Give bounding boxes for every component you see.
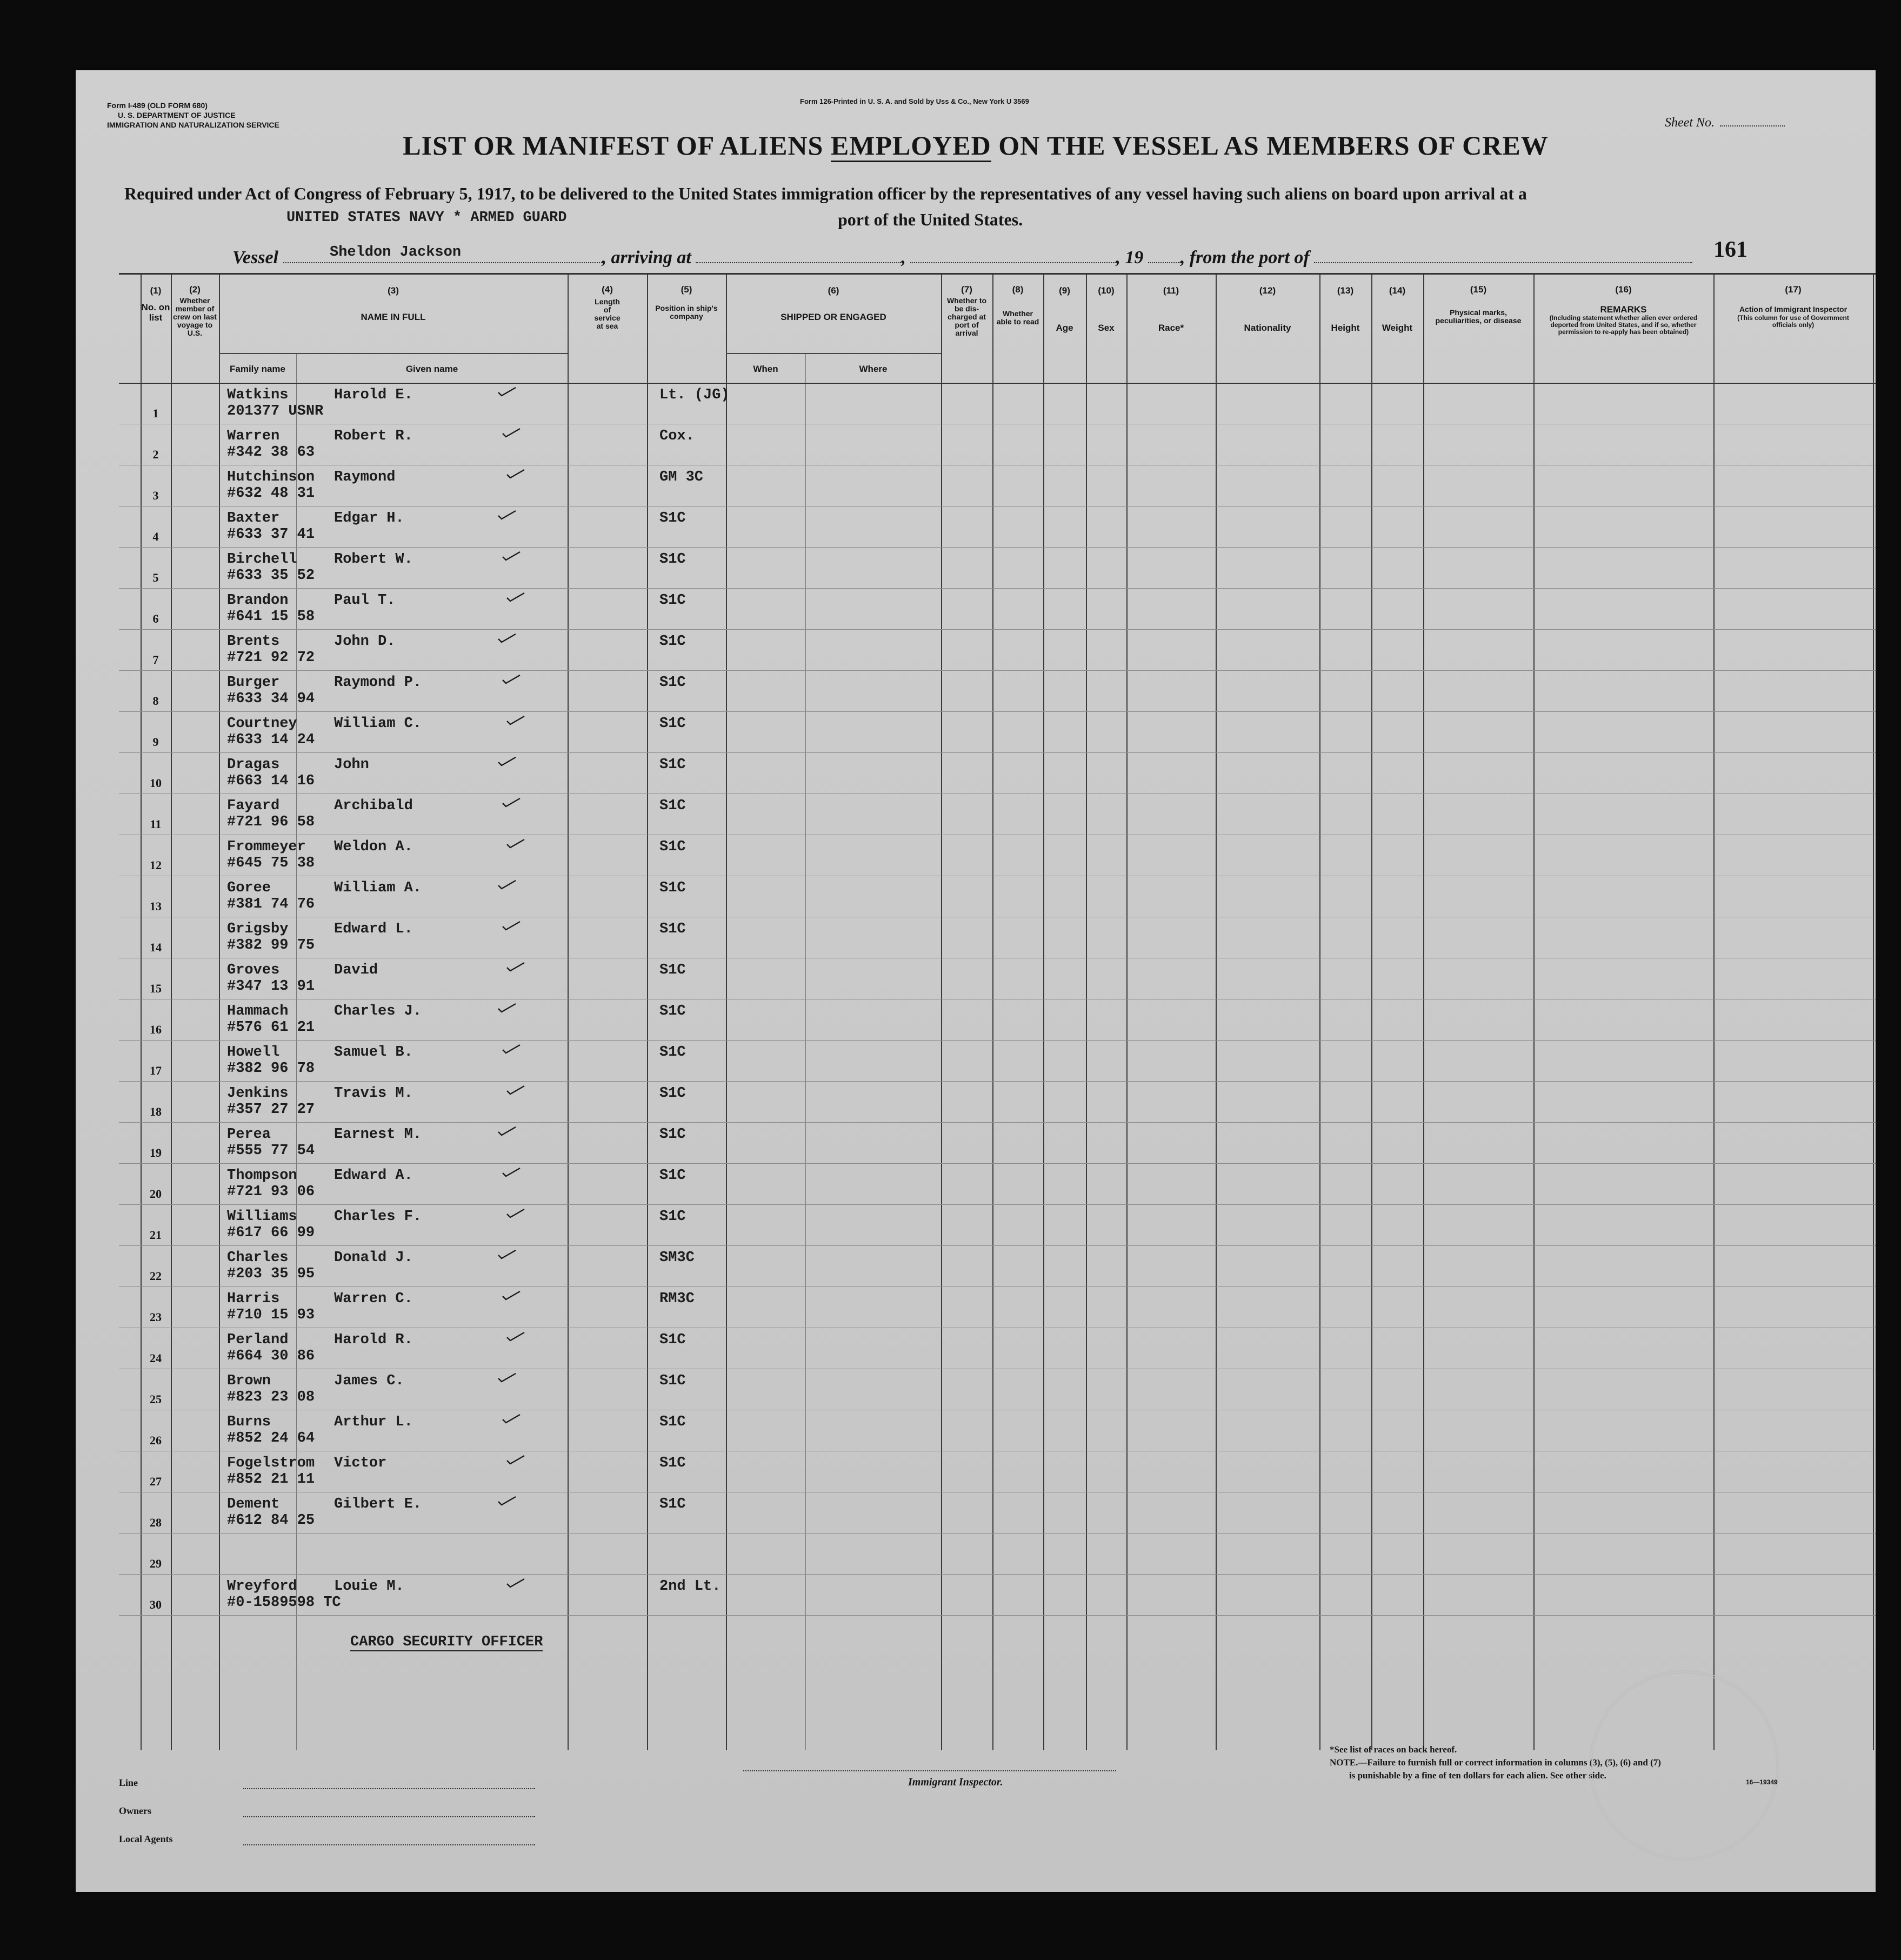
col-label: No. on list	[141, 302, 170, 323]
given-name: Archibald	[334, 798, 413, 814]
service-number: #576 61 21	[227, 1019, 315, 1036]
given-name: Edward L.	[334, 921, 413, 937]
position: S1C	[659, 1209, 686, 1225]
section-heading: CARGO SECURITY OFFICER	[350, 1634, 543, 1650]
given-name: Louie M.	[334, 1578, 404, 1595]
col-label: Race*	[1158, 323, 1184, 333]
checkmark-icon	[497, 879, 517, 890]
col-number: (3)	[388, 285, 399, 296]
col-number: (7)	[961, 284, 972, 295]
family-name: Burger	[227, 675, 280, 691]
checkmark-icon	[497, 756, 517, 766]
row-rule	[119, 1245, 1876, 1246]
row-rule	[119, 1163, 1876, 1164]
vessel-label: Vessel	[232, 248, 278, 268]
checkmark-icon	[502, 797, 521, 808]
col-number: (17)	[1785, 284, 1802, 295]
service-number: #633 14 24	[227, 732, 315, 748]
family-name: Watkins	[227, 387, 289, 403]
given-name: Gilbert E.	[334, 1496, 422, 1512]
col-number: (11)	[1163, 285, 1179, 296]
col-header-race	[1126, 285, 1216, 333]
row-number: 17	[150, 1064, 162, 1077]
form-id-line: Form I-489 (OLD FORM 680)	[107, 101, 208, 110]
port-blank	[1314, 248, 1692, 263]
given-name: Donald J.	[334, 1250, 413, 1266]
col-header-service-length	[568, 285, 647, 330]
vessel-line: Vessel , arriving at , , 19 , from the port of	[232, 248, 1692, 268]
checkmark-icon	[497, 1249, 517, 1259]
col-header-sex	[1086, 285, 1126, 333]
service-number: 201377 USNR	[227, 403, 324, 419]
position: S1C	[659, 921, 686, 937]
row-number: 12	[150, 858, 162, 872]
row-number: 3	[152, 489, 159, 502]
family-name: Hammach	[227, 1003, 289, 1019]
col-label: Whether member of crew on last voyage to U.S.	[173, 296, 217, 337]
row-number: 5	[152, 571, 159, 584]
row-number: 18	[150, 1105, 162, 1118]
col-number: (15)	[1470, 284, 1487, 295]
checkmark-icon	[497, 632, 517, 643]
position: S1C	[659, 1332, 686, 1348]
given-name: Harold R.	[334, 1332, 413, 1348]
row-rule	[119, 1615, 1876, 1616]
row-number: 28	[150, 1516, 162, 1529]
position: S1C	[659, 839, 686, 855]
checkmark-icon	[506, 838, 525, 849]
given-name: James C.	[334, 1373, 404, 1389]
given-name: Victor	[334, 1455, 387, 1471]
col-label: SHIPPED OR ENGAGED	[781, 312, 886, 322]
owners-label: Owners	[119, 1805, 151, 1816]
printer-line: Form 126-Printed in U. S. A. and Sold by Uss & Co., New York U 3569	[800, 97, 1029, 105]
col-number: (8)	[1012, 284, 1024, 295]
position: 2nd Lt.	[659, 1578, 721, 1595]
given-name: Robert R.	[334, 428, 413, 444]
service-number: #0-1589598 TC	[227, 1595, 341, 1611]
footnote-line: *See list of races on back hereof.	[1330, 1744, 1457, 1755]
position: S1C	[659, 510, 686, 526]
row-number: 9	[152, 735, 159, 749]
checkmark-icon	[502, 674, 521, 684]
service-number: #823 23 08	[227, 1389, 315, 1405]
family-name: Dragas	[227, 757, 280, 773]
col-label: Nationality	[1244, 323, 1291, 333]
row-number: 15	[150, 982, 162, 995]
form-code: 16—19349	[1746, 1778, 1778, 1786]
typed-unit-heading: UNITED STATES NAVY * ARMED GUARD	[286, 210, 567, 226]
family-name: Goree	[227, 880, 271, 896]
col-label: Age	[1056, 323, 1073, 333]
from-port-label: , from the port of	[1180, 248, 1310, 268]
position: S1C	[659, 675, 686, 691]
service-number: #664 30 86	[227, 1348, 315, 1364]
checkmark-icon	[506, 1454, 525, 1465]
row-number: 30	[150, 1598, 162, 1611]
given-name: Weldon A.	[334, 839, 413, 855]
checkmark-icon	[506, 961, 525, 972]
family-name: Dement	[227, 1496, 280, 1512]
given-name: Paul T.	[334, 592, 396, 609]
position: S1C	[659, 962, 686, 978]
footnote-line: NOTE.—Failure to furnish full or correct information in columns (3), (5), (6) and (7)	[1330, 1757, 1661, 1768]
line-label: Line	[119, 1777, 138, 1788]
page-number: 161	[1713, 237, 1747, 262]
embossed-seal	[1589, 1670, 1779, 1861]
row-number: 25	[150, 1392, 162, 1406]
given-name: Harold E.	[334, 387, 413, 403]
col-header-discharged	[941, 285, 992, 337]
row-number: 22	[150, 1269, 162, 1283]
checkmark-icon	[497, 1495, 517, 1506]
checkmark-icon	[506, 1208, 525, 1218]
given-name: Earnest M.	[334, 1126, 422, 1143]
given-name: Edward A.	[334, 1168, 413, 1184]
family-name: Brents	[227, 634, 280, 650]
position: SM3C	[659, 1250, 695, 1266]
col-header-where: Where	[859, 364, 888, 374]
form-id-line: U. S. DEPARTMENT OF JUSTICE	[118, 111, 236, 119]
family-name: Fayard	[227, 798, 280, 814]
position: S1C	[659, 1126, 686, 1143]
service-number: #347 13 91	[227, 978, 315, 995]
manifest-sheet	[76, 70, 1876, 1892]
checkmark-icon	[506, 1084, 525, 1095]
row-rule	[119, 1081, 1876, 1082]
subtitle-continued: port of the United States.	[838, 210, 1023, 229]
inspector-signature-line	[743, 1770, 1116, 1771]
col-label: Position in ship's company	[655, 304, 718, 321]
service-number: #617 66 99	[227, 1225, 315, 1241]
position: S1C	[659, 1085, 686, 1102]
service-number: #633 34 94	[227, 691, 315, 707]
date-blank	[910, 248, 1116, 263]
service-number: #721 96 58	[227, 814, 315, 830]
row-rule	[119, 629, 1876, 630]
crew-table	[119, 273, 1876, 1750]
title-part: LIST OR MANIFEST OF ALIENS	[403, 130, 831, 161]
service-number: #203 35 95	[227, 1266, 315, 1282]
position: S1C	[659, 757, 686, 773]
service-number: #633 35 52	[227, 568, 315, 584]
given-name: Charles J.	[334, 1003, 422, 1019]
col-number: (10)	[1098, 285, 1115, 296]
given-name: John	[334, 757, 369, 773]
family-name: Frommeyer	[227, 839, 306, 855]
row-number: 8	[152, 694, 159, 708]
position: S1C	[659, 1168, 686, 1184]
sheet-blank	[1720, 125, 1785, 126]
checkmark-icon	[502, 1290, 521, 1301]
given-name: Raymond P.	[334, 675, 422, 691]
row-number: 23	[150, 1310, 162, 1324]
given-name: Warren C.	[334, 1291, 413, 1307]
title-part: ON THE VESSEL AS MEMBERS OF CREW	[991, 130, 1549, 161]
row-number: 2	[152, 448, 159, 461]
col-sublabel: (This column for use of Government officials only)	[1737, 314, 1849, 329]
col-header-family-name: Family name	[230, 364, 285, 374]
position: S1C	[659, 798, 686, 814]
family-name: Hutchinson	[227, 469, 315, 485]
family-name: Burns	[227, 1414, 271, 1430]
service-number: #555 77 54	[227, 1143, 315, 1159]
family-name: Courtney	[227, 716, 297, 732]
row-rule	[119, 547, 1876, 548]
col-header-name	[219, 285, 568, 322]
row-number: 14	[150, 941, 162, 954]
family-name: Groves	[227, 962, 280, 978]
line-blank	[243, 1788, 535, 1789]
checkmark-icon	[502, 920, 521, 931]
position: S1C	[659, 1044, 686, 1061]
row-rule	[119, 1040, 1876, 1041]
footnote-line: is punishable by a fine of ten dollars for each alien. See other side.	[1349, 1770, 1606, 1781]
col-number: (1)	[150, 285, 162, 296]
col-header-remarks	[1533, 285, 1713, 336]
row-rule	[119, 1286, 1876, 1287]
given-name: John D.	[334, 634, 396, 650]
family-name: Thompson	[227, 1168, 297, 1184]
checkmark-icon	[502, 1166, 521, 1177]
checkmark-icon	[502, 427, 521, 438]
position: S1C	[659, 1414, 686, 1430]
col-header-no	[141, 285, 171, 323]
col-number: (13)	[1337, 285, 1354, 296]
position: S1C	[659, 716, 686, 732]
col-label: Weight	[1382, 323, 1413, 333]
family-name: Jenkins	[227, 1085, 289, 1102]
given-name: Edgar H.	[334, 510, 404, 526]
arriving-label: , arriving at	[602, 248, 691, 268]
agents-blank	[243, 1844, 535, 1845]
family-name: Grigsby	[227, 921, 289, 937]
position: S1C	[659, 634, 686, 650]
col-header-given-name: Given name	[405, 364, 458, 374]
subtitle: Required under Act of Congress of February 5, 1917, to be delivered to the United States immigration officer by the representatives of any vessel having such aliens on board upon arrival at a	[124, 184, 1527, 203]
checkmark-icon	[502, 550, 521, 561]
col-number: (6)	[828, 285, 839, 296]
service-number: #852 21 11	[227, 1471, 315, 1488]
service-number: #381 74 76	[227, 896, 315, 912]
row-number: 24	[150, 1351, 162, 1365]
col-label: NAME IN FULL	[361, 312, 426, 322]
given-name: Arthur L.	[334, 1414, 413, 1430]
family-name: Birchell	[227, 551, 297, 568]
row-rule	[119, 588, 1876, 589]
service-number: #382 99 75	[227, 937, 315, 954]
service-number: #612 84 25	[227, 1512, 315, 1529]
checkmark-icon	[506, 468, 525, 479]
col-number: (9)	[1059, 285, 1070, 296]
row-rule	[119, 1122, 1876, 1123]
agents-label: Local Agents	[119, 1834, 173, 1844]
checkmark-icon	[506, 591, 525, 602]
year-label: , 19	[1116, 248, 1144, 268]
service-number: #852 24 64	[227, 1430, 315, 1446]
year-blank	[1148, 248, 1180, 263]
family-name: Perland	[227, 1332, 289, 1348]
title-underlined-word: EMPLOYED	[831, 130, 991, 162]
col-header-physical-marks	[1423, 285, 1533, 325]
col-sublabel: (Including statement whether alien ever ordered deported from United States, and if so, whether permission to re-apply has been obtained)	[1549, 314, 1698, 336]
row-number: 6	[152, 612, 159, 625]
family-name: Howell	[227, 1044, 280, 1061]
form-identifier	[107, 101, 279, 130]
col-header-weight	[1371, 285, 1423, 333]
service-number: #342 38 63	[227, 444, 315, 461]
col-label: Physical marks, peculiarities, or disease	[1435, 308, 1522, 325]
checkmark-icon	[506, 1577, 525, 1588]
row-number: 29	[150, 1557, 162, 1570]
given-name: William A.	[334, 880, 422, 896]
col-header-inspector-action	[1713, 285, 1873, 329]
service-number: #721 93 06	[227, 1184, 315, 1200]
col-number: (5)	[681, 284, 692, 295]
row-rule	[119, 1574, 1876, 1575]
family-name: Charles	[227, 1250, 289, 1266]
family-name: Perea	[227, 1126, 271, 1143]
row-number: 27	[150, 1475, 162, 1488]
sheet-number	[1665, 116, 1785, 130]
service-number: #357 27 27	[227, 1102, 315, 1118]
given-name: Travis M.	[334, 1085, 413, 1102]
service-number: #632 48 31	[227, 485, 315, 502]
position: S1C	[659, 1003, 686, 1019]
position: RM3C	[659, 1291, 695, 1307]
col-header-age	[1043, 285, 1086, 333]
service-number: #663 14 16	[227, 773, 315, 789]
service-number: #645 75 38	[227, 855, 315, 871]
checkmark-icon	[497, 1002, 517, 1013]
row-rule	[119, 711, 1876, 712]
row-rule	[119, 1204, 1876, 1205]
checkmark-icon	[497, 1372, 517, 1383]
col-label: Length of service at sea	[594, 297, 621, 330]
col-label: Whether able to read	[996, 309, 1039, 326]
row-number: 26	[150, 1434, 162, 1447]
family-name: Harris	[227, 1291, 280, 1307]
given-name: Robert W.	[334, 551, 413, 568]
service-number: #382 96 78	[227, 1061, 315, 1077]
col-label: Sex	[1098, 323, 1115, 333]
family-name: Baxter	[227, 510, 280, 526]
arriving-blank	[696, 248, 901, 263]
checkmark-icon	[502, 1043, 521, 1054]
row-number: 21	[150, 1228, 162, 1242]
given-name: David	[334, 962, 378, 978]
checkmark-icon	[506, 715, 525, 725]
family-name: Fogelstrom	[227, 1455, 315, 1471]
position: S1C	[659, 1455, 686, 1471]
family-name: Brown	[227, 1373, 271, 1389]
position: S1C	[659, 592, 686, 609]
row-number: 1	[152, 406, 159, 420]
col-header-able-to-read	[992, 285, 1043, 326]
owners-blank	[243, 1816, 535, 1817]
row-number: 19	[150, 1146, 162, 1159]
checkmark-icon	[502, 1413, 521, 1424]
row-rule	[119, 1533, 1876, 1534]
col-header-last-voyage	[171, 285, 219, 337]
position: Lt. (JG)	[659, 387, 730, 403]
checkmark-icon	[506, 1331, 525, 1342]
row-rule	[119, 670, 1876, 671]
position: S1C	[659, 1496, 686, 1512]
col-number: (12)	[1259, 285, 1276, 296]
family-name: Brandon	[227, 592, 289, 609]
family-name: Warren	[227, 428, 280, 444]
row-rule	[119, 752, 1876, 753]
col-label: REMARKS	[1600, 304, 1647, 315]
service-number: #641 15 58	[227, 609, 315, 625]
col-header-nationality	[1216, 285, 1319, 333]
col-number: (16)	[1615, 284, 1632, 295]
vessel-name: Sheldon Jackson	[330, 244, 462, 261]
service-number: #710 15 93	[227, 1307, 315, 1323]
position: S1C	[659, 1373, 686, 1389]
col-number: (2)	[189, 284, 201, 295]
checkmark-icon	[497, 386, 517, 397]
col-header-when: When	[753, 364, 778, 374]
position: Cox.	[659, 428, 695, 444]
col-label: Whether to be dis-charged at port of arrival	[946, 296, 987, 337]
checkmark-icon	[497, 509, 517, 520]
row-number: 11	[150, 817, 162, 831]
service-number: #721 92 72	[227, 650, 315, 666]
given-name: Samuel B.	[334, 1044, 413, 1061]
form-id-line: IMMIGRATION AND NATURALIZATION SERVICE	[107, 121, 279, 129]
inspector-label: Immigrant Inspector.	[908, 1776, 1003, 1788]
col-header-shipped	[726, 285, 941, 322]
given-name: William C.	[334, 716, 422, 732]
col-number: (14)	[1389, 285, 1406, 296]
position: S1C	[659, 880, 686, 896]
row-number: 10	[150, 776, 162, 790]
row-number: 13	[150, 899, 162, 913]
family-name: Williams	[227, 1209, 297, 1225]
row-number: 20	[150, 1187, 162, 1201]
row-number: 4	[152, 530, 159, 543]
family-name: Wreyford	[227, 1578, 297, 1595]
service-number: #633 37 41	[227, 526, 315, 543]
checkmark-icon	[497, 1125, 517, 1136]
position: S1C	[659, 551, 686, 568]
row-number: 16	[150, 1023, 162, 1036]
given-name: Raymond	[334, 469, 396, 485]
col-header-position	[647, 285, 726, 321]
given-name: Charles F.	[334, 1209, 422, 1225]
position: GM 3C	[659, 469, 704, 485]
col-label: Height	[1331, 323, 1360, 333]
row-number: 7	[152, 653, 159, 666]
col-header-height	[1319, 285, 1371, 333]
col-number: (4)	[602, 284, 613, 295]
col-label: Action of Immigrant Inspector	[1739, 305, 1847, 314]
page-title	[76, 130, 1876, 161]
sheet-label: Sheet No.	[1665, 116, 1715, 130]
